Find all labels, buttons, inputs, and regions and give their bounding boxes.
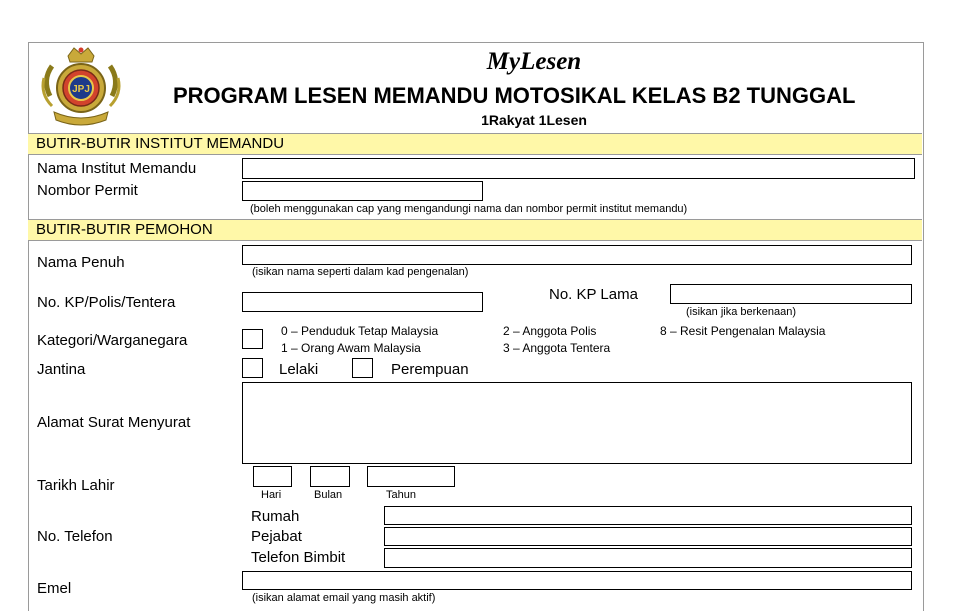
kategori-option-2: 2 – Anggota Polis xyxy=(503,324,597,338)
nombor-permit-field[interactable] xyxy=(242,181,483,201)
kategori-option-8: 8 – Resit Pengenalan Malaysia xyxy=(660,324,826,338)
kategori-option-3: 3 – Anggota Tentera xyxy=(503,341,611,355)
telefon-rumah-field[interactable] xyxy=(384,506,912,525)
jantina-label: Jantina xyxy=(37,361,86,378)
tarikh-lahir-label: Tarikh Lahir xyxy=(37,477,115,494)
emel-hint: (isikan alamat email yang masih aktif) xyxy=(252,592,436,604)
bulan-field[interactable] xyxy=(310,466,350,487)
kategori-option-0: 0 – Penduduk Tetap Malaysia xyxy=(281,324,439,338)
permit-hint: (boleh menggunakan cap yang mengandungi nama dan nombor permit institut memandu) xyxy=(250,203,688,215)
telefon-bimbit-field[interactable] xyxy=(384,548,912,568)
tahun-field[interactable] xyxy=(367,466,455,487)
section-heading-institut: BUTIR-BUTIR INSTITUT MEMANDU xyxy=(28,133,922,155)
hari-label: Hari xyxy=(261,489,282,501)
tahun-label: Tahun xyxy=(386,489,416,501)
rumah-label: Rumah xyxy=(251,508,300,525)
jantina-perempuan-label: Perempuan xyxy=(391,361,469,378)
telefon-pejabat-field[interactable] xyxy=(384,527,912,546)
kategori-option-1: 1 – Orang Awam Malaysia xyxy=(281,341,421,355)
telefon-label: No. Telefon xyxy=(37,528,113,545)
emel-label: Emel xyxy=(37,580,72,597)
section-heading-pemohon: BUTIR-BUTIR PEMOHON xyxy=(28,219,922,241)
pejabat-label: Pejabat xyxy=(251,528,302,545)
alamat-label: Alamat Surat Menyurat xyxy=(37,414,191,431)
nama-institut-field[interactable] xyxy=(242,158,915,179)
kategori-label: Kategori/Warganegara xyxy=(37,332,188,349)
jantina-lelaki-label: Lelaki xyxy=(279,361,319,378)
emel-field[interactable] xyxy=(242,571,912,590)
kp-lama-hint: (isikan jika berkenaan) xyxy=(686,306,797,318)
nama-penuh-hint: (isikan nama seperti dalam kad pengenalan) xyxy=(252,266,469,278)
jantina-perempuan-checkbox[interactable] xyxy=(352,358,373,378)
kp-lama-field[interactable] xyxy=(670,284,912,304)
logo-text: JPJ xyxy=(72,84,90,95)
bimbit-label: Telefon Bimbit xyxy=(251,549,346,566)
bulan-label: Bulan xyxy=(314,489,343,501)
nombor-permit-label: Nombor Permit xyxy=(37,182,138,199)
kp-field[interactable] xyxy=(242,292,483,312)
nama-institut-label: Nama Institut Memandu xyxy=(37,160,197,177)
kp-lama-label: No. KP Lama xyxy=(549,286,638,303)
alamat-field[interactable] xyxy=(242,382,912,464)
nama-penuh-field[interactable] xyxy=(242,245,912,265)
nama-penuh-label: Nama Penuh xyxy=(37,254,125,271)
page-title: PROGRAM LESEN MEMANDU MOTOSIKAL KELAS B2 TUNGGAL xyxy=(173,83,856,108)
tagline: 1Rakyat 1Lesen xyxy=(481,112,587,128)
jantina-lelaki-checkbox[interactable] xyxy=(242,358,263,378)
hari-field[interactable] xyxy=(253,466,292,487)
kategori-checkbox[interactable] xyxy=(242,329,263,349)
brand-name: MyLesen xyxy=(486,48,582,75)
kp-label: No. KP/Polis/Tentera xyxy=(37,294,176,311)
